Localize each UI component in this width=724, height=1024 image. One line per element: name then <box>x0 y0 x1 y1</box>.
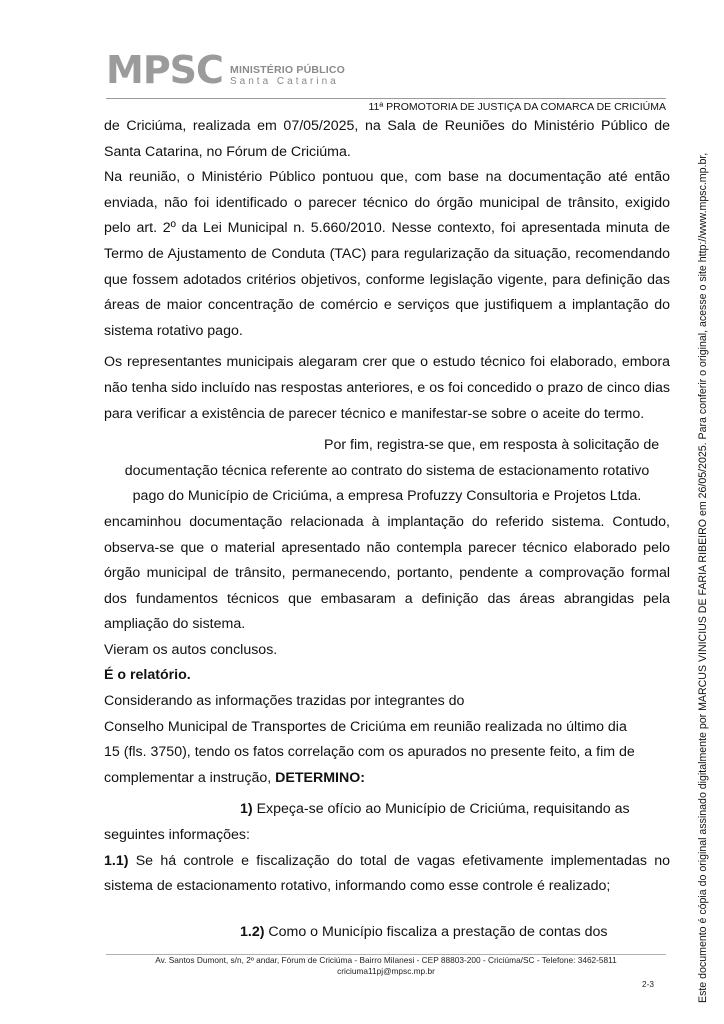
item-1-text: Expeça-se ofício ao Município de Criciúma, requisitando as <box>252 801 630 818</box>
document-body <box>104 114 670 945</box>
item-1-2-text: Como o Município fiscaliza a prestação de contas dos <box>264 923 608 940</box>
considering-line4-text: complementar a instrução, <box>104 769 276 786</box>
paragraph-final-note-line1: Por fim, registra-se que, em resposta à solicitação de <box>324 437 660 454</box>
logo-org-line1: MINISTÉRIO PÚBLICO <box>230 64 346 76</box>
considering-line3: 15 (fls. 3750), tendo os fatos correlação com os apurados no presente feito, a fim de <box>104 744 635 761</box>
header-divider <box>106 98 666 99</box>
paragraph-final-note-rest: encaminhou documentação relacionada à implantação do referido sistema. Contudo, observa-se que o material apresentado não contempla parecer técnico elaborado pelo órgão municipal de trânsito, permanecendo, portanto, pendente a comprovação formal dos fundamentos técnicos que embasaram a definição das áreas abrangidas pela ampliação do sistema. <box>104 513 670 633</box>
item-1-1-text: Se há controle e fiscalização do total de vagas efetivamente implementadas no sistema de estacionamento rotativo, informando como esse controle é realizado; <box>104 852 670 895</box>
paragraph-municipal-response: Os representantes municipais alegaram crer que o estudo técnico foi elaborado, embora não tenha sido incluído nas respostas anteriores, e os foi concedido o prazo de cinco dias para verificar a existência de parecer técnico e manifestar-se sobre o aceite do termo. <box>104 354 670 422</box>
paragraph-conclusos: Vieram os autos conclusos. <box>104 641 278 658</box>
considering-line1: Considerando as informações trazidas por integrantes do <box>104 693 465 710</box>
item-1-1 <box>104 849 670 900</box>
paragraph-final-note-line2: documentação técnica referente ao contrato do sistema de estacionamento rotativo <box>124 462 650 479</box>
determino-label: DETERMINO: <box>275 769 365 786</box>
footer-email: criciuma11pj@mpsc.mp.br <box>337 966 435 976</box>
item-1-2-number: 1.2) <box>240 923 265 940</box>
item-1-continuation: seguintes informações: <box>104 827 250 844</box>
item-1-1-number: 1.1) <box>104 852 129 869</box>
footer-address: Av. Santos Dumont, s/n, 2º andar, Fórum de Criciúma - Bairro Milanesi - CEP 88803-200 - Criciúma/SC - Telefone: 3462-5811 <box>155 955 617 965</box>
paragraph-final-note-line3: pago do Município de Criciúma, a empresa Profuzzy Consultoria e Projetos Ltda. <box>132 488 642 505</box>
logo-org-line2: Santa Catarina <box>230 76 339 87</box>
item-1-2 <box>104 920 670 946</box>
logo-mark: MPSC <box>106 48 223 92</box>
office-header: 11ª PROMOTORIA DE JUSTIÇA DA COMARCA DE CRICIÚMA <box>368 101 666 113</box>
item-1 <box>104 797 670 823</box>
paragraph-meeting-summary: Na reunião, o Ministério Público pontuou que, com base na documentação até então enviada, não foi identificado o parecer técnico do órgão municipal de trânsito, exigido pelo art. 2º da Lei Municipal n. 5.660/2010. Nesse contexto, foi apresentada minuta de Termo de Ajustamento de Conduta (TAC) para regularização da situação, recomendando que fossem adotados critérios objetivos, conforme legislação vigente, para definição das áreas de maior concentração de comércio e serviços que justifiquem a implantação do sistema rotativo pago. <box>104 169 670 339</box>
heading-relatorio: É o relatório. <box>104 667 191 684</box>
item-1-number: 1) <box>240 801 253 818</box>
considering-line4 <box>104 766 670 792</box>
page-number: 2-3 <box>642 979 654 989</box>
digital-signature-note: Este documento é cópia do original assinado digitalmente por MARCUS VINICIUS DE FARIA RIBEIRO em 26/05/2025. Para conferir o original, acesse o site http://www.mpsc.mp.br, <box>697 152 709 1003</box>
considering-line2: Conselho Municipal de Transportes de Criciúma em reunião realizada no último dia <box>104 718 627 735</box>
mpsc-logo <box>106 50 346 90</box>
paragraph-meeting-location: de Criciúma, realizada em 07/05/2025, na Sala de Reuniões do Ministério Público de Santa Catarina, no Fórum de Criciúma. <box>104 118 670 160</box>
